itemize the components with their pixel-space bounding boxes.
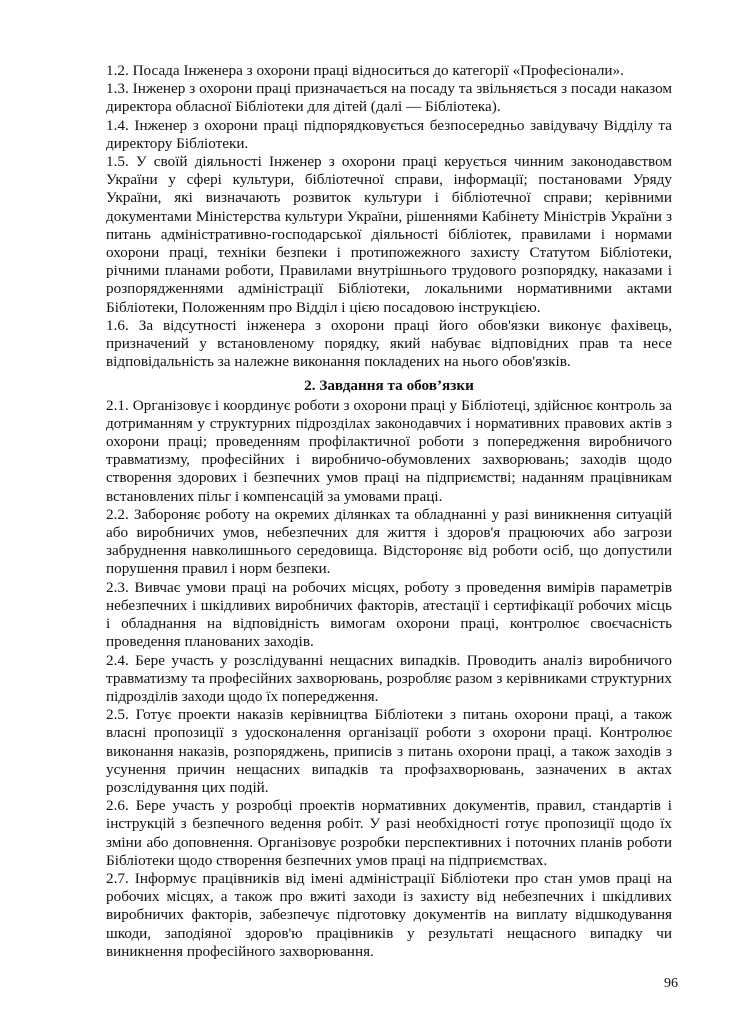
paragraph-1-5: 1.5. У своїй діяльності Інженер з охорони праці керується чинним законодавством України у сфері культури, бібліотечної справи, інформації; постановами Уряду України, які визначають розвиток культури і бібліотечної справи; керівними документами Міністерства культури України, рішеннями Кабінету Міністрів України з питань адміністративно-господарської діяльності бібліотек, правилами і нормами охорони праці, техніки безпеки і протипожежного захисту Статутом Бібліотеки, річними планами роботи, Правилами внутрішнього трудового розпорядку, наказами і розпорядженнями адміністрації Бібліотеки, локальними нормативними актами Бібліотеки, Положенням про Відділ і цією посадовою інструкцією. <box>106 153 672 316</box>
paragraph-1-4: 1.4. Інженер з охорони праці підпорядковується безпосередньо завідувачу Відділу та директору Бібліотеки. <box>106 116 672 152</box>
paragraph-2-3: 2.3. Вивчає умови праці на робочих місцях, роботу з проведення вимірів параметрів небезпечних і шкідливих виробничих факторів, атестації і сертифікації робочих місць і обладнання на відповідність вимогам охорони праці, контролює своєчасність проведення планованих заходів. <box>106 578 672 651</box>
document-page <box>106 62 672 961</box>
paragraph-1-6: 1.6. За відсутності інженера з охорони праці його обов'язки виконує фахівець, призначений у встановленому порядку, який набуває відповідних прав та несе відповідальність за належне виконання покладених на нього обов'язків. <box>106 316 672 371</box>
section-2-heading: 2. Завдання та обов’язки <box>304 377 474 395</box>
paragraph-2-2: 2.2. Забороняє роботу на окремих ділянках та обладнанні у разі виникнення ситуацій або виробничих умов, небезпечних для життя і здоров'я працюючих або загрози забруднення навколишнього середовища. Відстороняє від роботи осіб, що допустили порушення правил і норм безпеки. <box>106 505 672 578</box>
paragraph-2-5: 2.5. Готує проекти наказів керівництва Бібліотеки з питань охорони праці, а також власні пропозиції з удосконалення організації роботи з охорони праці. Контролює виконання наказів, розпоряджень, приписів з питань охорони праці, а також заходів з усунення причин нещасних випадків та профзахворювань, зазначених в актах розслідування цих подій. <box>106 706 672 796</box>
paragraph-1-2: 1.2. Посада Інженера з охорони праці відноситься до категорії «Професіонали». <box>106 62 624 79</box>
paragraph-2-4: 2.4. Бере участь у розслідуванні нещасних випадків. Проводить аналіз виробничого травматизму та професійних захворювань, розробляє разом з керівниками структурних підрозділів заходи щодо їх попередження. <box>106 651 672 705</box>
paragraph-2-7: 2.7. Інформує працівників від імені адміністрації Бібліотеки про стан умов праці на робочих місцях, а також про вжиті заходи із захисту від небезпечних і шкідливих виробничих факторів, забезпечує підготовку документів на виплату відшкодування шкоди, заподіяної здоров'ю працівників у результаті нещасного випадку чи виникнення професійного захворювання. <box>106 869 672 960</box>
paragraph-2-6: 2.6. Бере участь у розробці проектів нормативних документів, правил, стандартів і інструкцій з безпечного ведення робіт. У разі необхідності готує пропозиції щодо їх зміни або доповнення. Організовує розробки перспективних і поточних планів роботи Бібліотеки щодо створення безпечних умов праці на підприємствах. <box>106 797 672 869</box>
page-number: 96 <box>664 976 678 991</box>
paragraph-1-3: 1.3. Інженер з охорони праці призначається на посаду та звільняється з посади наказом директора обласної Бібліотеки для дітей (далі — Бібліотека). <box>106 80 672 116</box>
paragraph-2-1: 2.1. Організовує і координує роботи з охорони праці у Бібліотеці, здійснює контроль за дотриманням у структурних підрозділах законодавчих і нормативних правових актів з охорони праці; проведенням профілактичної роботи з попередження виробничого травматизму, професійних і виробничо-обумовлених захворювань; заходів щодо створення здорових і безпечних умов праці на підприємстві; наданням працівникам встановлених пільг і компенсацій за умовами праці. <box>106 396 672 505</box>
